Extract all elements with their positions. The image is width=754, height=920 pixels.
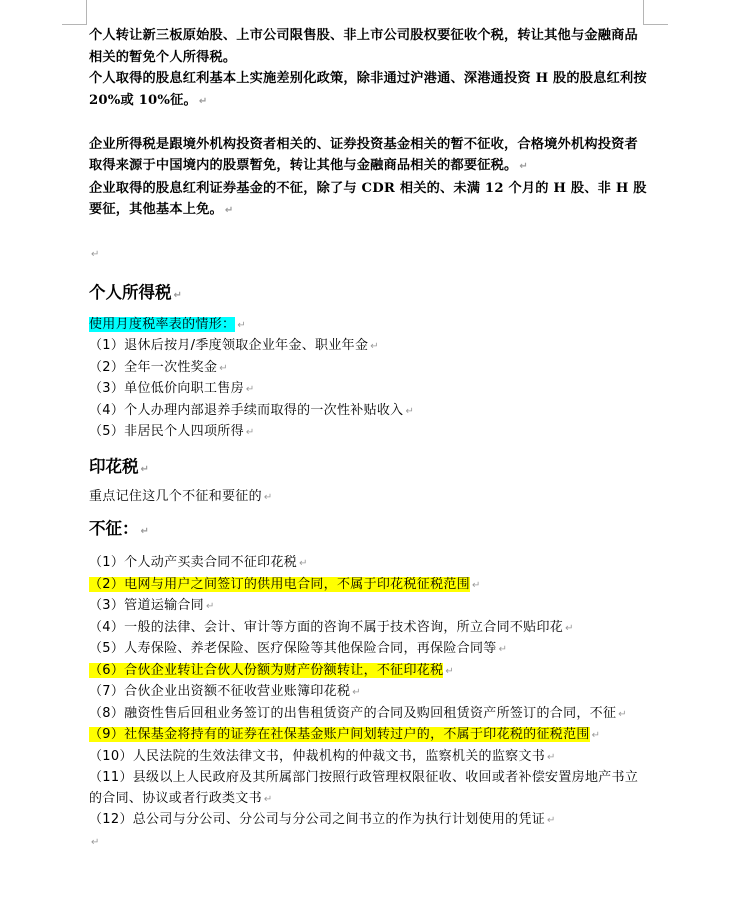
heading-income-tax: 个人所得税 ↵ bbox=[89, 282, 182, 302]
income-tax-item: （3）单位低价向职工售房 ↵ bbox=[89, 381, 255, 396]
stamp-tax-item: （1）个人动产买卖合同不征印花税 ↵ bbox=[89, 555, 308, 570]
paragraph-personal-dividend: 个人取得的股息红利基本上实施差别化政策，除非通过沪港通、深港通投资 H 股的股息红利按 20%或 10%征。 ↵ bbox=[89, 71, 647, 108]
stamp-tax-item: （11）县级以上人民政府及其所属部门按照行政管理权限征收、收回或者补偿安置房地产书立的合同、协议或者行政类文书 ↵ bbox=[89, 770, 639, 806]
stamp-tax-item: （5）人寿保险、养老保险、医疗保险等其他保险合同，再保险合同等 ↵ bbox=[89, 641, 508, 656]
paragraph-personal-transfer: 个人转让新三板原始股、上市公司限售股、非上市公司股权要征收个税，转让其他与金融商品相关的暂免个人所得税。 bbox=[89, 28, 638, 65]
stamp-tax-item: （12）总公司与分公司、分公司与分公司之间书立的作为执行计划使用的凭证 ↵ bbox=[89, 812, 556, 827]
page-corner-top-left bbox=[62, 0, 87, 25]
empty-paragraph: ↵ bbox=[91, 249, 100, 260]
income-tax-item: （2）全年一次性奖金 ↵ bbox=[89, 359, 228, 375]
paragraph-corporate-income-tax: 企业所得税是跟境外机构投资者相关的、证券投资基金相关的暂不征收，合格境外机构投资者取得来源于中国境内的股票暂免，转让其他与金融商品相关的都要征税。 ↵ bbox=[89, 136, 638, 173]
stamp-tax-intro: 重点记住这几个不征和要征的 ↵ bbox=[89, 488, 273, 504]
blank-line bbox=[89, 222, 649, 244]
income-tax-item: （5）非居民个人四项所得 ↵ bbox=[89, 424, 255, 439]
stamp-tax-item: （7）合伙企业出资额不征收营业账簿印花税 ↵ bbox=[89, 684, 361, 699]
stamp-tax-item: （10）人民法院的生效法律文书，仲裁机构的仲裁文书，监察机关的监察文书 ↵ bbox=[89, 748, 556, 764]
stamp-tax-item: （6）合伙企业转让合伙人份额为财产份额转让，不征印花税 ↵ bbox=[89, 662, 455, 678]
heading-not-levied: 不征： ↵ bbox=[89, 519, 149, 538]
stamp-tax-item: （4）一般的法律、会计、审计等方面的咨询不属于技术咨询，所立合同不贴印花 ↵ bbox=[89, 619, 574, 635]
document-page bbox=[89, 25, 649, 853]
paragraph-corporate-dividend: 企业取得的股息红利证券基金的不征，除了与 CDR 相关的、未满 12 个月的 H 股、非 H 股要征，其他基本上免。 ↵ bbox=[89, 180, 647, 217]
stamp-tax-item: （9）社保基金将持有的证券在社保基金账户间划转过户的，不属于印花税的征税范围 ↵ bbox=[89, 727, 601, 742]
stamp-tax-item: （8）融资性售后回租业务签订的出售租赁资产的合同及购回租赁资产所签订的合同，不征 ↵ bbox=[89, 705, 627, 721]
income-tax-subheading: 使用月度税率表的情形： ↵ bbox=[89, 316, 246, 332]
stamp-tax-item: （2）电网与用户之间签订的供用电合同，不属于印花税征税范围 ↵ bbox=[89, 576, 481, 592]
income-tax-item: （4）个人办理内部退养手续而取得的一次性补贴收入 ↵ bbox=[89, 402, 415, 418]
empty-paragraph: ↵ bbox=[91, 836, 100, 848]
income-tax-item: （1）退休后按月/季度领取企业年金、职业年金 ↵ bbox=[89, 338, 379, 353]
heading-stamp-tax: 印花税 ↵ bbox=[89, 456, 149, 476]
blank-line bbox=[89, 112, 649, 134]
stamp-tax-item: （3）管道运输合同 ↵ bbox=[89, 598, 215, 613]
page-corner-top-right bbox=[643, 0, 668, 25]
